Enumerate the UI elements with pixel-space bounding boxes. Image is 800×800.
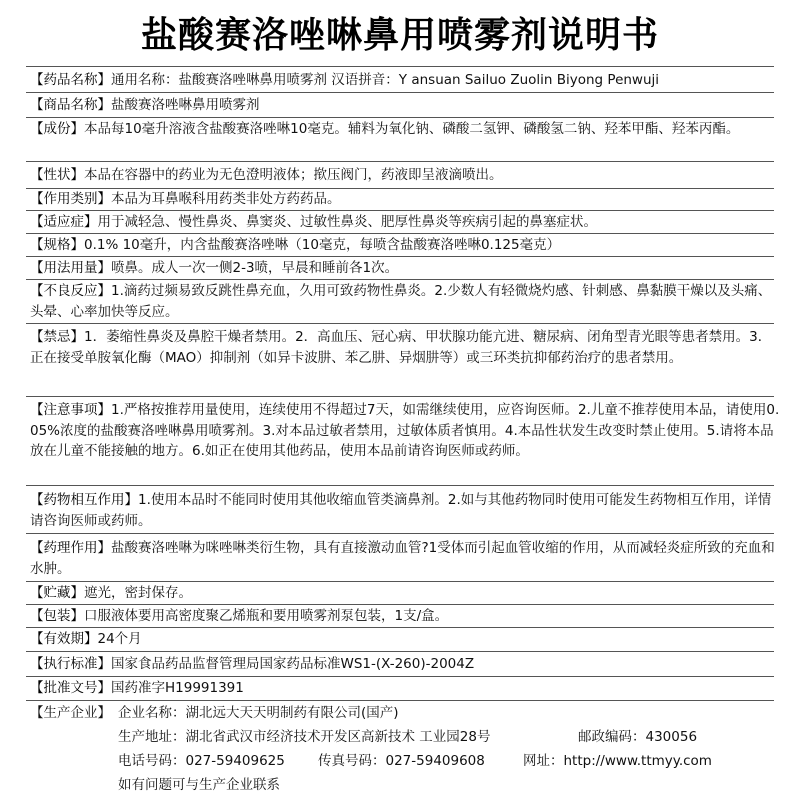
section-text: 1.滴药过频易致反跳性鼻充血，久用可致药物性鼻炎。2.少数人有轻微烧灼感、针刺感、鼻黏膜干燥以及头痛、头晕、心率加快等反应。 bbox=[30, 283, 772, 320]
divider bbox=[26, 279, 774, 280]
section-text: 盐酸赛洛唑啉鼻用喷雾剂 bbox=[111, 97, 260, 113]
section-label: 【执行标准】 bbox=[30, 656, 111, 672]
divider bbox=[26, 533, 774, 534]
section-label: 【药品名称】 bbox=[30, 72, 111, 88]
producer-label: 【生产企业】 bbox=[30, 705, 111, 721]
section-text: 1.严格按推荐用量使用，连续使用不得超过7天，如需继续使用，应咨询医师。2.儿童不推荐使用本品，请使用0.05%浓度的盐酸赛洛唑啉鼻用喷雾剂。3.对本品过敏者禁用，过敏体质者慎用。4.本品性状发生改变时禁止使用。5.请将本品放在儿童不能接触的地方。6.如正在使用其他药品，使用本品前请咨询医师或药师。 bbox=[30, 402, 780, 459]
section-text: 1.使用本品时不能同时使用其他收缩血管类滴鼻剂。2.如与其他药物同时使用可能发生药物相互作用，详情请咨询医师或药师。 bbox=[30, 492, 772, 529]
section-pharmacology bbox=[30, 538, 780, 579]
section-category bbox=[30, 189, 780, 210]
section-label: 【性状】 bbox=[30, 167, 84, 183]
section-label: 【成份】 bbox=[30, 121, 84, 137]
section-validity bbox=[30, 629, 780, 650]
section-text: 本品每10毫升溶液含盐酸赛洛唑啉10毫克。辅料为氧化钠、磷酸二氢钾、磷酸氢二钠、羟苯甲酯、羟苯丙酯。 bbox=[84, 121, 740, 137]
producer-fax: 传真号码：027-59409608 bbox=[318, 753, 485, 769]
section-specification bbox=[30, 235, 780, 256]
section-label: 【药物相互作用】 bbox=[30, 492, 138, 508]
section-interactions bbox=[30, 490, 780, 531]
section-label: 【药理作用】 bbox=[30, 540, 111, 556]
section-label: 【不良反应】 bbox=[30, 283, 111, 299]
section-text: 用于减轻急、慢性鼻炎、鼻窦炎、过敏性鼻炎、肥厚性鼻炎等疾病引起的鼻塞症状。 bbox=[97, 214, 597, 230]
section-approval-number bbox=[30, 678, 780, 699]
section-adverse-reactions bbox=[30, 281, 780, 322]
divider bbox=[26, 66, 774, 67]
divider bbox=[26, 700, 774, 701]
section-indications bbox=[30, 212, 780, 233]
producer-website: 网址：http://www.ttmyy.com bbox=[523, 753, 712, 769]
divider bbox=[26, 256, 774, 257]
section-text: 本品为耳鼻喉科用药类非处方药药品。 bbox=[111, 191, 341, 207]
section-text: 口服液体要用高密度聚乙烯瓶和要用喷雾剂泵包装，1支/盒。 bbox=[84, 608, 449, 624]
section-description bbox=[30, 165, 780, 186]
producer-contact-row bbox=[118, 751, 712, 772]
divider bbox=[26, 676, 774, 677]
section-standard bbox=[30, 654, 780, 675]
section-label: 【包装】 bbox=[30, 608, 84, 624]
divider bbox=[26, 485, 774, 486]
section-label: 【规格】 bbox=[30, 237, 84, 253]
section-text: 国家食品药品监督管理局国家药品标准WS1-(X-260)-2004Z bbox=[111, 656, 475, 672]
section-text: 本品在容器中的药业为无色澄明液体；揿压阀门，药液即呈液滴喷出。 bbox=[84, 167, 503, 183]
divider bbox=[26, 651, 774, 652]
section-text: 0.1% 10毫升，内含盐酸赛洛唑啉（10毫克，每喷含盐酸赛洛唑啉0.125毫克） bbox=[84, 237, 561, 253]
section-trade-name bbox=[30, 95, 780, 116]
divider bbox=[26, 92, 774, 93]
section-storage bbox=[30, 583, 780, 604]
section-text: 喷鼻。成人一次一侧2-3喷，早晨和睡前各1次。 bbox=[111, 260, 399, 276]
divider bbox=[26, 210, 774, 211]
section-ingredients bbox=[30, 119, 780, 140]
divider bbox=[26, 117, 774, 118]
section-drug-name bbox=[30, 70, 780, 91]
section-text: 1．萎缩性鼻炎及鼻腔干燥者禁用。2．高血压、冠心病、甲状腺功能亢进、糖尿病、闭角型青光眼等患者禁用。3．正在接受单胺氧化酶（MAO）抑制剂（如异卡波肼、苯乙肼、异烟肼等）或三环类抗抑郁药治疗的患者禁用。 bbox=[30, 329, 772, 366]
section-contraindications bbox=[30, 327, 780, 368]
producer-address: 生产地址：湖北省武汉市经济技术开发区高新技术 工业园28号 bbox=[118, 729, 491, 745]
section-label: 【注意事项】 bbox=[30, 402, 111, 418]
producer-contact-note: 如有问题可与生产企业联系 bbox=[118, 777, 280, 793]
section-label: 【批准文号】 bbox=[30, 680, 111, 696]
producer-address-row bbox=[118, 727, 697, 748]
section-precautions bbox=[30, 400, 780, 462]
section-label: 【有效期】 bbox=[30, 631, 98, 647]
producer-company: 企业名称：湖北远大天天明制药有限公司(国产) bbox=[118, 705, 399, 721]
divider bbox=[26, 581, 774, 582]
divider bbox=[26, 323, 774, 324]
section-package bbox=[30, 606, 780, 627]
divider bbox=[26, 627, 774, 628]
section-text: 国药准字H19991391 bbox=[111, 680, 244, 696]
divider bbox=[26, 396, 774, 397]
section-label: 【禁忌】 bbox=[30, 329, 84, 345]
section-label: 【用法用量】 bbox=[30, 260, 111, 276]
section-label: 【作用类别】 bbox=[30, 191, 111, 207]
section-label: 【贮藏】 bbox=[30, 585, 84, 601]
section-text: 盐酸赛洛唑啉为咪唑啉类衍生物，具有直接激动血管?1受体而引起血管收缩的作用，从而减轻炎症所致的充血和水肿。 bbox=[30, 540, 775, 577]
section-dosage bbox=[30, 258, 780, 279]
section-label: 【适应症】 bbox=[30, 214, 98, 230]
divider bbox=[26, 233, 774, 234]
divider bbox=[26, 604, 774, 605]
section-text: 通用名称：盐酸赛洛唑啉鼻用喷雾剂 汉语拼音：Y ansuan Sailuo Zuolin Biyong Penwuji bbox=[111, 72, 660, 88]
section-text: 24个月 bbox=[97, 631, 142, 647]
divider bbox=[26, 161, 774, 162]
section-label: 【商品名称】 bbox=[30, 97, 111, 113]
section-text: 遮光，密封保存。 bbox=[84, 585, 192, 601]
page-title: 盐酸赛洛唑啉鼻用喷雾剂说明书 bbox=[140, 15, 659, 56]
producer-postcode: 邮政编码：430056 bbox=[578, 729, 698, 745]
producer-phone: 电话号码：027-59409625 bbox=[118, 753, 285, 769]
